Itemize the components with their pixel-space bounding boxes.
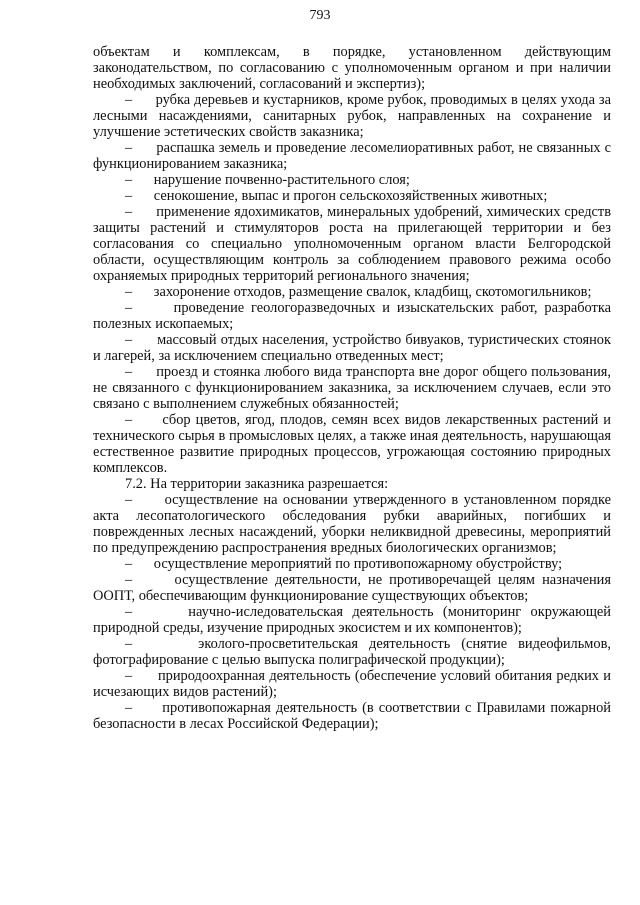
list-dash: – <box>125 284 133 300</box>
list-dash: – <box>125 92 133 108</box>
list-dash: – <box>125 188 133 204</box>
list-item-text: научно-иследовательская деятельность (мониторинг окружающей природной среды, изучение природных экосистем и их компонентов); <box>93 604 611 636</box>
list-item-text: сбор цветов, ягод, плодов, семян всех видов лекарственных растений и технического сырья в промысловых целях, а также иная деятельность, нарушающая естественное развитие природных процессов, угрожающая состоянию природных комплексов. <box>93 412 612 476</box>
list-item-text: проезд и стоянка любого вида транспорта вне дорог общего пользования, не связанного с функционированием заказника, за исключением случаев, если это связано с выполнением служебных обязанностей; <box>93 364 611 412</box>
list-item-text: массовый отдых населения, устройство бивуаков, туристических стоянок и лагерей, за исключением специально отведенных мест; <box>93 332 611 364</box>
permitted-item <box>93 636 611 668</box>
list-dash: – <box>125 332 133 348</box>
permitted-item <box>93 492 611 556</box>
list-item-text: осуществление мероприятий по противопожарному обустройству; <box>153 556 563 572</box>
prohibited-item <box>93 204 611 284</box>
list-item-text: сенокошение, выпас и прогон сельскохозяйственных животных; <box>153 188 548 204</box>
list-item-text: эколого-просветительская деятельность (снятие видеофильмов, фотографирование с целью выпуска полиграфической продукции); <box>93 636 611 668</box>
list-dash: – <box>125 300 133 316</box>
prohibited-item <box>93 300 611 332</box>
list-item-text: нарушение почвенно-растительного слоя; <box>153 172 410 188</box>
list-dash: – <box>125 636 133 652</box>
section-heading: 7.2. На территории заказника разрешается: <box>125 476 389 492</box>
page-number: 793 <box>309 8 331 23</box>
list-item-text: осуществление на основании утвержденного в установленном порядке акта лесопатологического обследования рубки аварийных, погибших и поврежденных лесных насаждений, уборки неликвидной древесины, мероприятий по предупреждению распространения вредных биологических организмов; <box>93 492 611 556</box>
prohibited-item <box>93 188 611 204</box>
permitted-item <box>93 668 611 700</box>
document-body <box>93 44 611 732</box>
prohibited-item <box>93 332 611 364</box>
list-item-text: проведение геологоразведочных и изыскательских работ, разработка полезных ископаемых; <box>93 300 612 332</box>
prohibited-item <box>93 284 611 300</box>
list-item-text: рубка деревьев и кустарников, кроме рубок, проводимых в целях ухода за лесными насаждениями, санитарных рубок, направленных на сохранение и улучшение эстетических свойств заказника; <box>93 92 611 140</box>
list-dash: – <box>125 604 133 620</box>
list-dash: – <box>125 140 133 156</box>
permitted-item <box>93 604 611 636</box>
list-dash: – <box>125 572 133 588</box>
list-dash: – <box>125 556 133 572</box>
list-dash: – <box>125 492 133 508</box>
list-item-text: осуществление деятельности, не противоречащей целям назначения ООПТ, обеспечивающим функционирование существующих объектов; <box>93 572 612 604</box>
list-dash: – <box>125 700 133 716</box>
permitted-item <box>93 556 611 572</box>
permitted-item <box>93 700 611 732</box>
continued-paragraph: объектам и комплексам, в порядке, установленном действующим законодательством, по согласованию с уполномоченным органом и при наличии необходимых заключений, согласований и экспертиз); <box>93 44 611 92</box>
prohibited-item <box>93 140 611 172</box>
list-dash: – <box>125 204 133 220</box>
permitted-item <box>93 572 611 604</box>
permitted-activities-list <box>93 492 611 732</box>
prohibited-item <box>93 364 611 412</box>
list-dash: – <box>125 364 133 380</box>
list-dash: – <box>125 668 133 684</box>
list-item-text: распашка земель и проведение лесомелиоративных работ, не связанных с функционированием заказника; <box>93 140 611 172</box>
list-dash: – <box>125 412 133 428</box>
prohibited-item <box>93 92 611 140</box>
list-dash: – <box>125 172 133 188</box>
list-item-text: применение ядохимикатов, минеральных удобрений, химических средств защиты растений и стимуляторов роста на прилегающей территории и без согласования со специально уполномоченным органом власти Белгородской области, осуществляющим контроль за соблюдением правового режима особо охраняемых природных территорий регионального значения; <box>93 204 611 284</box>
list-item-text: природоохранная деятельность (обеспечение условий обитания редких и исчезающих видов растений); <box>93 668 611 700</box>
prohibited-item <box>93 172 611 188</box>
list-item-text: противопожарная деятельность (в соответствии с Правилами пожарной безопасности в лесах Российской Федерации); <box>93 700 611 732</box>
prohibited-activities-list <box>93 92 611 476</box>
list-item-text: захоронение отходов, размещение свалок, кладбищ, скотомогильников; <box>153 284 592 300</box>
prohibited-item <box>93 412 611 476</box>
